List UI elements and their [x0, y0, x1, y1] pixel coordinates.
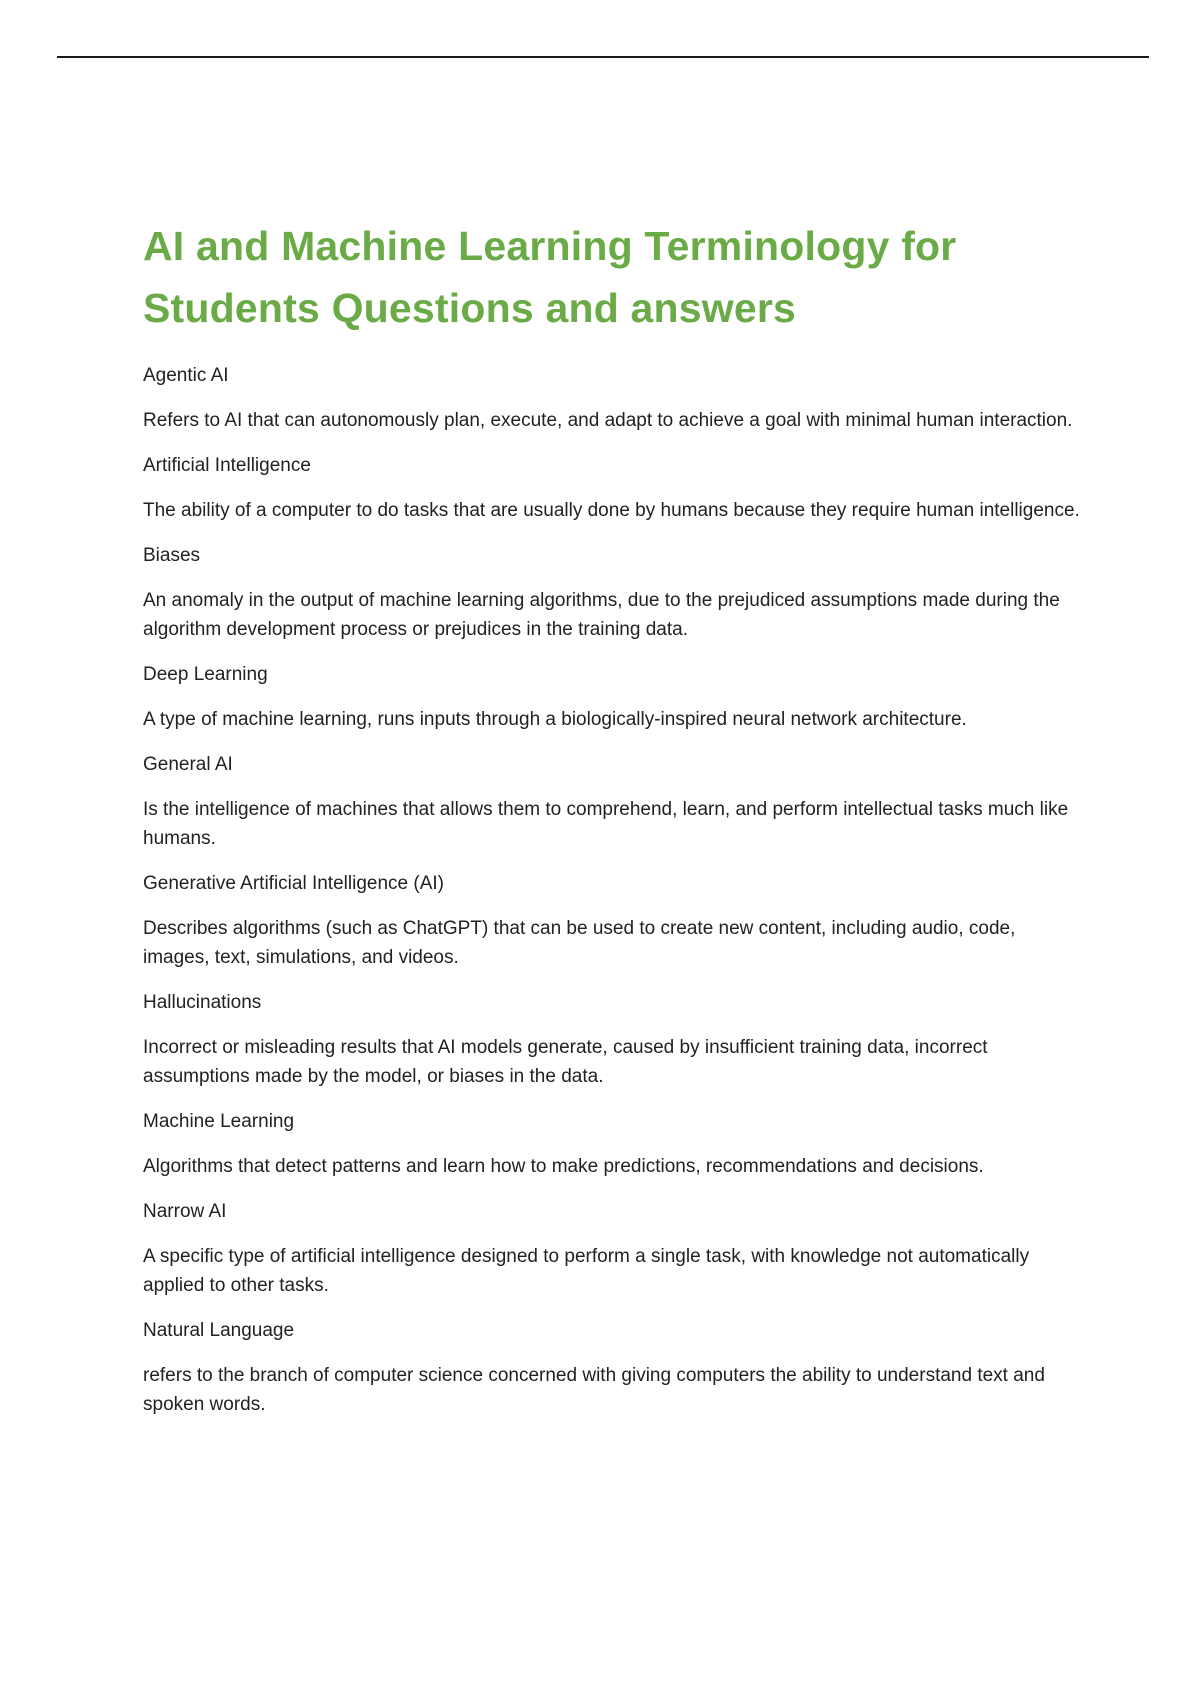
- glossary-definition: Is the intelligence of machines that allows them to comprehend, learn, and perform intellectual tasks much like humans.: [143, 799, 1069, 849]
- title-line-2: Students Questions and answers: [143, 285, 797, 331]
- glossary-entry: [143, 1197, 1083, 1300]
- header-rule: [57, 56, 1149, 58]
- glossary-definition: A type of machine learning, runs inputs through a biologically-inspired neural network architecture.: [143, 709, 967, 730]
- glossary-definition: refers to the branch of computer science concerned with giving computers the ability to understand text and spoken words.: [143, 1365, 1045, 1415]
- glossary-term: Agentic AI: [143, 365, 229, 386]
- glossary-entry: [143, 869, 1083, 972]
- glossary-entry: [143, 1107, 1083, 1181]
- glossary-term: Narrow AI: [143, 1201, 227, 1222]
- glossary-definition: Describes algorithms (such as ChatGPT) that can be used to create new content, including audio, code, images, text, simulations, and videos.: [143, 918, 1016, 968]
- glossary-entry: [143, 361, 1083, 435]
- glossary-entry: [143, 541, 1083, 644]
- document-body: [143, 215, 1083, 1435]
- glossary-term: Natural Language: [143, 1320, 295, 1341]
- glossary-entry: [143, 660, 1083, 734]
- document-title: [143, 215, 1083, 339]
- glossary-term: Machine Learning: [143, 1111, 295, 1132]
- glossary-definition: Algorithms that detect patterns and learn how to make predictions, recommendations and decisions.: [143, 1156, 984, 1177]
- glossary-term: Generative Artificial Intelligence (AI): [143, 873, 444, 894]
- glossary-term: Hallucinations: [143, 992, 262, 1013]
- glossary-term: Biases: [143, 545, 201, 566]
- glossary-term: Artificial Intelligence: [143, 455, 311, 476]
- glossary-definition: Refers to AI that can autonomously plan, execute, and adapt to achieve a goal with minimal human interaction.: [143, 410, 1073, 431]
- glossary-term: Deep Learning: [143, 664, 268, 685]
- glossary-definition: A specific type of artificial intelligence designed to perform a single task, with knowledge not automatically applied to other tasks.: [143, 1246, 1030, 1296]
- glossary-term: General AI: [143, 754, 233, 775]
- glossary-definition: Incorrect or misleading results that AI models generate, caused by insufficient training data, incorrect assumptions made by the model, or biases in the data.: [143, 1037, 988, 1087]
- glossary-definition: The ability of a computer to do tasks that are usually done by humans because they require human intelligence.: [143, 500, 1080, 521]
- glossary-entry: [143, 988, 1083, 1091]
- glossary-entry: [143, 451, 1083, 525]
- title-line-1: AI and Machine Learning Terminology for: [143, 223, 957, 269]
- glossary-entry: [143, 750, 1083, 853]
- glossary-definition: An anomaly in the output of machine learning algorithms, due to the prejudiced assumptions made during the algorithm development process or prejudices in the training data.: [143, 590, 1060, 640]
- glossary-entry: [143, 1316, 1083, 1419]
